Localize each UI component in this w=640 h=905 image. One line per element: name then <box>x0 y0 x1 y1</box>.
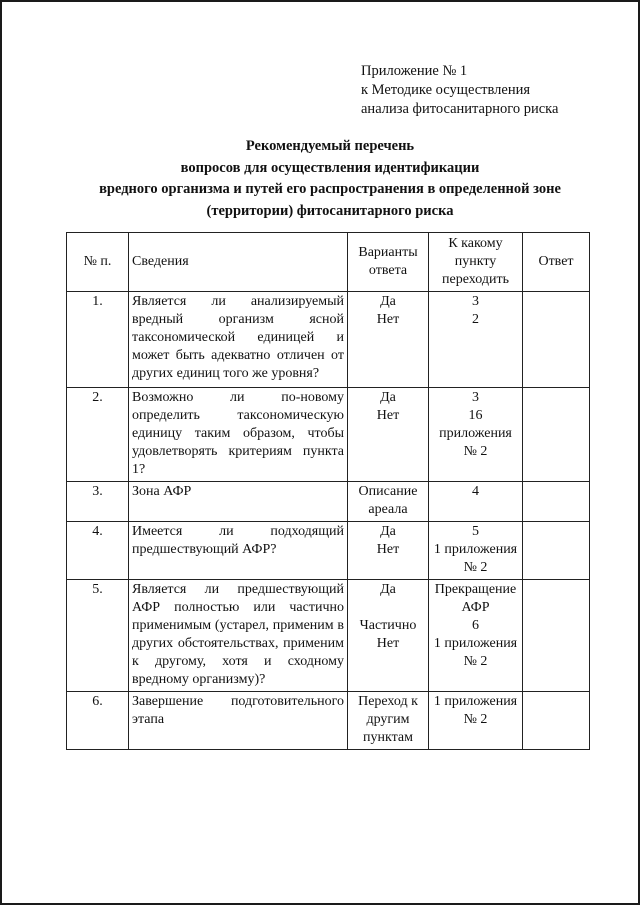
row-info: Завершение подготовительного этапа <box>129 692 348 750</box>
row-goto <box>429 580 523 692</box>
goto-target: 1 приложения № 2 <box>433 542 518 575</box>
table-header-row <box>67 233 590 292</box>
table-row <box>67 692 590 750</box>
table-row <box>67 482 590 522</box>
header-variants: Варианты ответа <box>348 233 429 292</box>
variant-option: Нет <box>376 312 400 327</box>
row-variants <box>348 580 429 692</box>
row-variants <box>348 692 429 750</box>
row-number: 4. <box>67 522 129 580</box>
appendix-header <box>361 62 558 119</box>
goto-target: 2 <box>472 312 479 327</box>
row-number: 1. <box>67 292 129 388</box>
variant-option: Переход к другим пунктам <box>358 694 418 745</box>
row-info: Является ли анализируемый вредный организм ясной таксономической единицей и может быть адекватно отличен от других единиц того же уровня? <box>129 292 348 388</box>
header-num: № п. <box>67 233 129 292</box>
row-info: Возможно ли по-новому определить таксономическую единицу таким образом, чтобы удовлетворять критериям пункта 1? <box>129 388 348 482</box>
goto-target: 5 <box>472 524 479 539</box>
document-title <box>60 136 600 222</box>
variant-option: Да <box>380 524 396 539</box>
row-goto <box>429 482 523 522</box>
goto-target: 16 приложения № 2 <box>439 408 512 459</box>
row-info: Является ли предшествующий АФР полностью или частично применимым (устарел, применим в других обстоятельствах, применим к другому, хотя и сходному вредному организму)? <box>129 580 348 692</box>
row-variants <box>348 292 429 388</box>
row-goto <box>429 692 523 750</box>
title-line-3: вредного организма и путей его распространения в определенной зоне <box>99 181 561 197</box>
title-line-1: Рекомендуемый перечень <box>245 138 415 154</box>
title-line-4: (территории) фитосанитарного риска <box>206 202 454 219</box>
row-number: 2. <box>67 388 129 482</box>
goto-target: 6 <box>472 618 479 633</box>
row-number: 6. <box>67 692 129 750</box>
variant-option: Да <box>380 390 396 405</box>
row-number: 5. <box>67 580 129 692</box>
answer-cell[interactable] <box>523 580 590 692</box>
appendix-line-1: Приложение № 1 <box>361 63 468 79</box>
table-row <box>67 388 590 482</box>
variant-option: Нет <box>376 636 400 651</box>
table-row <box>67 522 590 580</box>
title-line-2: вопросов для осуществления идентификации <box>180 159 480 176</box>
goto-target: 4 <box>472 484 479 499</box>
table-row <box>67 292 590 388</box>
appendix-line-3: анализа фитосанитарного риска <box>361 101 559 117</box>
answer-cell[interactable] <box>523 292 590 388</box>
row-variants <box>348 482 429 522</box>
row-info: Имеется ли подходящий предшествующий АФР? <box>129 522 348 580</box>
goto-target: 3 <box>472 390 479 405</box>
row-info: Зона АФР <box>129 482 348 522</box>
answer-cell[interactable] <box>523 692 590 750</box>
goto-target: 1 приложения № 2 <box>433 694 518 727</box>
variant-option: Нет <box>376 408 400 423</box>
table-row <box>67 580 590 692</box>
variant-option: Да <box>380 294 396 309</box>
table-body <box>67 292 590 750</box>
variant-option: Описание ареала <box>358 484 418 517</box>
row-number: 3. <box>67 482 129 522</box>
goto-target: 1 приложения № 2 <box>433 636 518 669</box>
questions-table <box>66 232 590 750</box>
header-answer: Ответ <box>523 233 590 292</box>
answer-cell[interactable] <box>523 522 590 580</box>
variant-option: Нет <box>376 542 400 557</box>
goto-target: 3 <box>472 294 479 309</box>
answer-cell[interactable] <box>523 388 590 482</box>
row-goto <box>429 292 523 388</box>
row-goto <box>429 388 523 482</box>
appendix-line-2: к Методике осуществления <box>361 82 531 98</box>
row-variants <box>348 388 429 482</box>
variant-option: Частично <box>359 618 417 633</box>
row-goto <box>429 522 523 580</box>
variant-option: Да <box>380 582 396 597</box>
header-goto: К какому пункту переходить <box>429 233 523 292</box>
row-variants <box>348 522 429 580</box>
answer-cell[interactable] <box>523 482 590 522</box>
goto-target: Прекращение АФР <box>434 582 517 615</box>
header-info: Сведения <box>129 233 348 292</box>
